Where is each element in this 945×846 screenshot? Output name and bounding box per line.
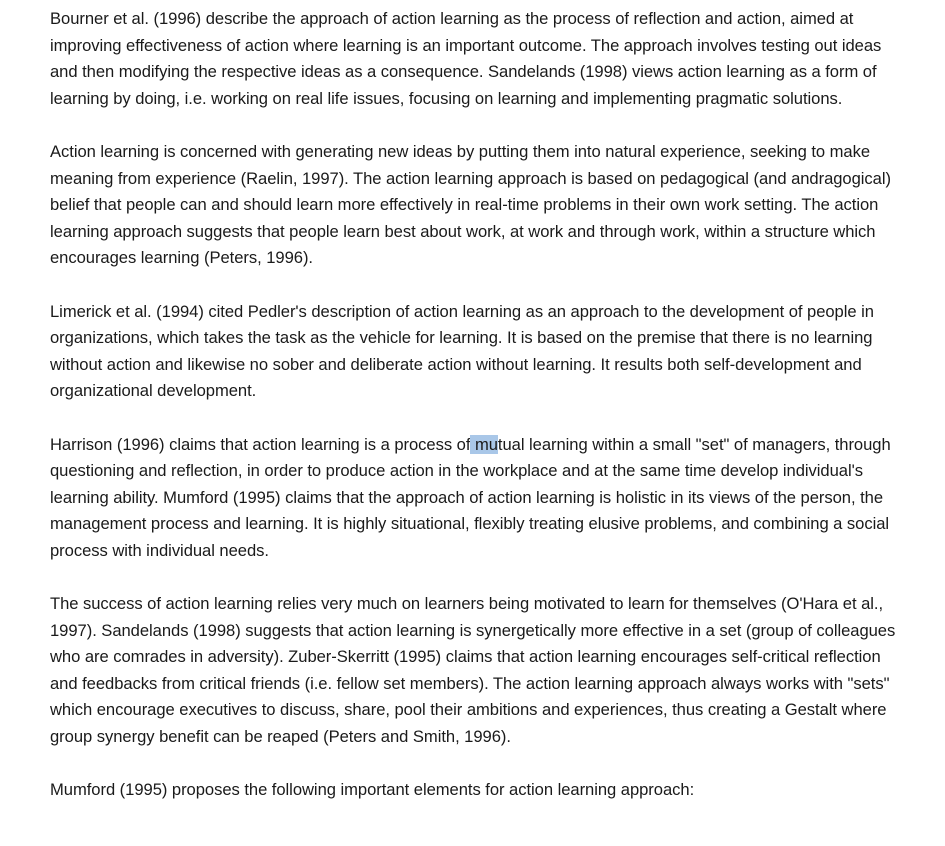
paragraph-mumford: Mumford (1995) proposes the following important elements for action learning approach: <box>50 780 695 800</box>
paragraph-action-learning: Action learning is concerned with generating new ideas by putting them into natural experience, seeking to make meaning from experience (Raelin, 1997). The action learning approach is based on pedagogical (and andragogical) belief that people can and should learn more effectively in real-time problems in their own work setting. The action learning approach suggests that people learn best about work, at work and through work, within a structure which encourages learning (Peters, 1996). <box>50 141 891 268</box>
harrison-text-before: Harrison (1996) claims that action learning is a process of <box>50 434 471 454</box>
paragraph-limerick: Limerick et al. (1994) cited Pedler's description of action learning as an approach to the development of people in organizations, which takes the task as the vehicle for learning. It is based on the premise that there is no learning without action and likewise no sober and deliberate action without learning. It results both self-development and organizational development. <box>50 301 874 401</box>
document-body <box>50 6 912 830</box>
harrison-text-after: tual learning within a small "set" of managers, through questioning and reflection, in order to produce action in the workplace and at the same time develop individual's learning ability. Mumford (1995) claims that the approach of action learning is holistic in its views of the person, the management process and learning. It is highly situational, flexibly treating elusive problems, and combining a social process with individual needs. <box>50 434 891 560</box>
paragraph-bourner: Bourner et al. (1996) describe the approach of action learning as the process of reflection and action, aimed at improving effectiveness of action where learning is an important outcome. The approach involves testing out ideas and then modifying the respective ideas as a consequence. Sandelands (1998) views action learning as a form of learning by doing, i.e. working on real life issues, focusing on learning and implementing pragmatic solutions. <box>50 9 882 108</box>
paragraph-harrison <box>50 432 912 565</box>
text-selection-highlight[interactable]: mu <box>470 434 498 454</box>
paragraph-success: The success of action learning relies very much on learners being motivated to learn for themselves (O'Hara et al., 1997). Sandelands (1998) suggests that action learning is synergetically more effective in a set (group of colleagues who are comrades in adversity). Zuber-Skerritt (1995) claims that action learning encourages self-critical reflection and feedbacks from critical friends (i.e. fellow set members). The action learning approach always works with "sets" which encourage executives to discuss, share, pool their ambitions and experiences, thus creating a Gestalt where group synergy benefit can be reaped (Peters and Smith, 1996). <box>50 594 896 747</box>
